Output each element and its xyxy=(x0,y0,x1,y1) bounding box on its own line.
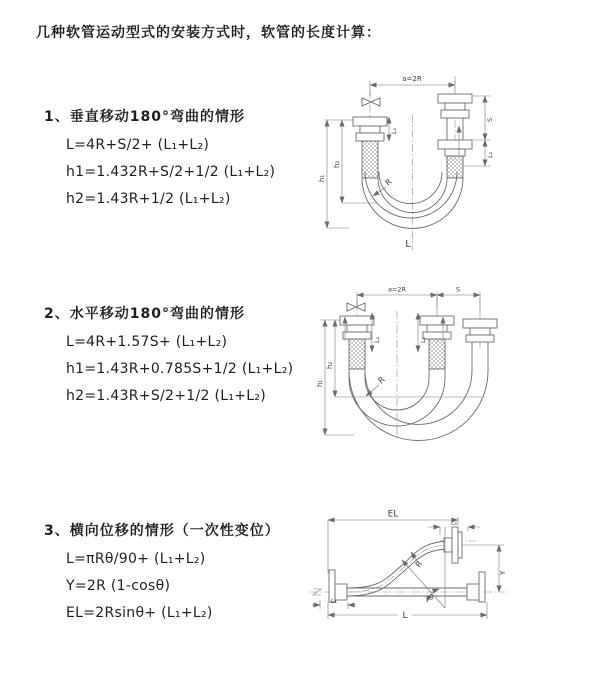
valve-icon xyxy=(347,303,365,311)
diagram-horizontal-180-bend xyxy=(312,283,597,463)
dim-label-el: EL xyxy=(387,509,399,520)
valve-icon xyxy=(362,98,380,106)
upper-right-flange xyxy=(444,527,462,563)
section1-heading: 1、垂直移动180°弯曲的情形 xyxy=(44,109,245,125)
dim-label-y: Y xyxy=(499,570,507,575)
left-fitting xyxy=(353,117,387,178)
section1-formulas xyxy=(44,137,275,207)
page-title: 几种软管运动型式的安装方式时，软管的长度计算： xyxy=(36,25,381,41)
dim-label-l2: L₂ xyxy=(419,336,427,343)
formula-EL: EL=2Rsinθ+ (L₁+L₂) xyxy=(66,605,213,621)
formula-L: L=πRθ/90+ (L₁+L₂) xyxy=(66,551,206,567)
section-lateral-displacement xyxy=(44,520,280,632)
formula-h2: h2=1.43R+S/2+1/2 (L₁+L₂) xyxy=(66,388,267,404)
dim-label-l: L xyxy=(402,611,408,621)
section-vertical-180-bend xyxy=(44,106,275,218)
dim-label-r: R xyxy=(383,177,394,188)
dim-label-l1: L₁ xyxy=(330,597,338,605)
dim-label-a2r: a=2R xyxy=(387,285,407,294)
dim-label-s: S xyxy=(455,285,461,294)
dim-label-h2: h₂ xyxy=(333,160,341,168)
dim-label-h1: h₁ xyxy=(316,379,324,387)
section2-formulas xyxy=(44,334,293,404)
dim-label-l2: L₂ xyxy=(486,151,494,158)
u-hoses xyxy=(349,369,488,441)
dim-label-a2r: a=2R xyxy=(402,75,422,83)
radius-leader xyxy=(366,385,379,396)
dim-label-r: R xyxy=(376,375,387,386)
dim-label-l2: L₂ xyxy=(450,518,458,527)
section3-formulas xyxy=(44,551,280,621)
diagram-vertical-180-bend xyxy=(315,70,585,265)
formula-L: L=4R+S/2+ (L₁+L₂) xyxy=(66,137,210,153)
centerlines xyxy=(357,297,480,438)
formula-h2: h2=1.43R+1/2 (L₁+L₂) xyxy=(66,191,231,207)
section-horizontal-180-bend xyxy=(44,303,293,415)
dim-label-theta: θ xyxy=(428,594,434,602)
braided-hose-hatch xyxy=(362,141,378,178)
dim-label-h2: h₂ xyxy=(326,361,334,369)
formula-Y: Y=2R (1-cosθ) xyxy=(66,578,171,594)
dim-label-s: S xyxy=(486,117,494,122)
braided-hose-hatch xyxy=(429,339,445,369)
dim-label-l1: L₁ xyxy=(373,336,381,343)
braided-hose-hatch xyxy=(447,156,463,178)
dim-label-l1: L₁ xyxy=(390,127,398,134)
formula-h1: h1=1.432R+S/2+1/2 (L₁+L₂) xyxy=(66,164,276,180)
section2-heading: 2、水平移动180°弯曲的情形 xyxy=(44,306,245,322)
diagram-lateral-displacement xyxy=(300,505,600,645)
dimensions xyxy=(312,510,507,622)
dim-label-l: L xyxy=(405,239,411,250)
section3-heading: 3、横向位移的情形（一次性变位） xyxy=(44,523,280,539)
left-fitting xyxy=(340,316,374,369)
dim-label-r: R xyxy=(413,559,425,570)
dimensions xyxy=(316,286,482,436)
dim-label-h1: h₁ xyxy=(318,174,326,182)
braided-hose-hatch xyxy=(349,339,365,369)
lower-right-flange xyxy=(467,572,485,602)
formula-L: L=4R+1.57S+ (L₁+L₂) xyxy=(66,334,228,350)
formula-h1: h1=1.43R+0.785S+1/2 (L₁+L₂) xyxy=(66,361,294,377)
